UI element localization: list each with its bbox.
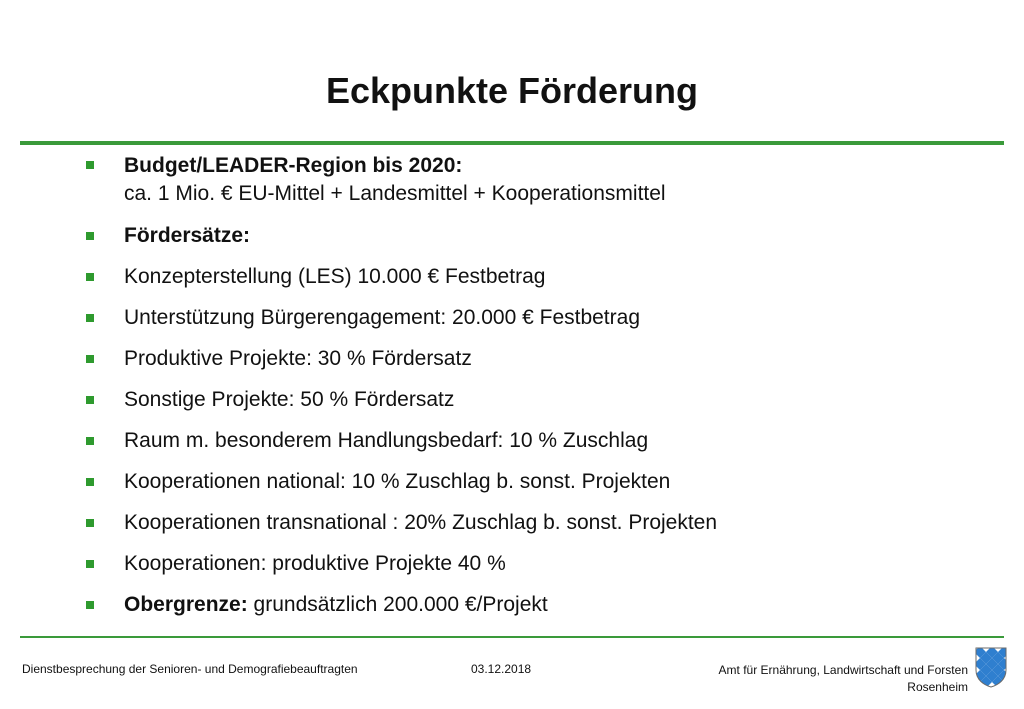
title-divider [20, 141, 1004, 145]
square-bullet-icon [86, 396, 94, 404]
square-bullet-icon [86, 437, 94, 445]
bullet-bold-text: Fördersätze: [124, 224, 251, 247]
square-bullet-icon [86, 273, 94, 281]
bullet-list [86, 152, 986, 633]
square-bullet-icon [86, 161, 94, 169]
footer-office-line1: Amt für Ernährung, Landwirtschaft und Forsten [718, 663, 968, 677]
bullet-text: Produktive Projekte: 30 % Fördersatz [124, 347, 472, 370]
bullet-item [86, 346, 986, 372]
bullet-item [86, 469, 986, 495]
footer-office-line2: Rosenheim [907, 680, 968, 694]
bullet-text-line2: ca. 1 Mio. € EU-Mittel + Landesmittel + Kooperationsmittel [124, 182, 666, 205]
bullet-item [86, 305, 986, 331]
footer-office [719, 662, 968, 696]
bullet-item [86, 223, 986, 249]
square-bullet-icon [86, 601, 94, 609]
bullet-bold-text: Obergrenze: [124, 593, 248, 616]
bullet-text: Kooperationen national: 10 % Zuschlag b. sonst. Projekten [124, 470, 671, 493]
square-bullet-icon [86, 560, 94, 568]
bullet-text: grundsätzlich 200.000 €/Projekt [247, 593, 548, 616]
bullet-text: Konzepterstellung (LES) 10.000 € Festbetrag [124, 265, 546, 288]
footer-event-title: Dienstbesprechung der Senioren- und Demografiebeauftragten [22, 662, 358, 676]
bullet-item [86, 510, 986, 536]
bullet-text: Kooperationen transnational : 20% Zuschlag b. sonst. Projekten [124, 511, 718, 534]
bullet-item [86, 387, 986, 413]
square-bullet-icon [86, 314, 94, 322]
bullet-text: Unterstützung Bürgerengagement: 20.000 € Festbetrag [124, 306, 640, 329]
footer-date: 03.12.2018 [471, 662, 532, 676]
bullet-text: Kooperationen: produktive Projekte 40 % [124, 552, 506, 575]
footer-divider [20, 636, 1004, 638]
bullet-item [86, 551, 986, 577]
square-bullet-icon [86, 519, 94, 527]
slide-title: Eckpunkte Förderung [325, 70, 699, 111]
bullet-text: Raum m. besonderem Handlungsbedarf: 10 % Zuschlag [124, 429, 649, 452]
square-bullet-icon [86, 478, 94, 486]
bullet-bold-text: Budget/LEADER-Region bis 2020: [124, 154, 463, 177]
bullet-text: Sonstige Projekte: 50 % Fördersatz [124, 388, 455, 411]
bullet-item [86, 152, 986, 208]
bavarian-lozenge-crest-icon [974, 646, 1008, 688]
bullet-item [86, 428, 986, 454]
square-bullet-icon [86, 232, 94, 240]
bullet-item [86, 592, 986, 618]
square-bullet-icon [86, 355, 94, 363]
bullet-item [86, 264, 986, 290]
